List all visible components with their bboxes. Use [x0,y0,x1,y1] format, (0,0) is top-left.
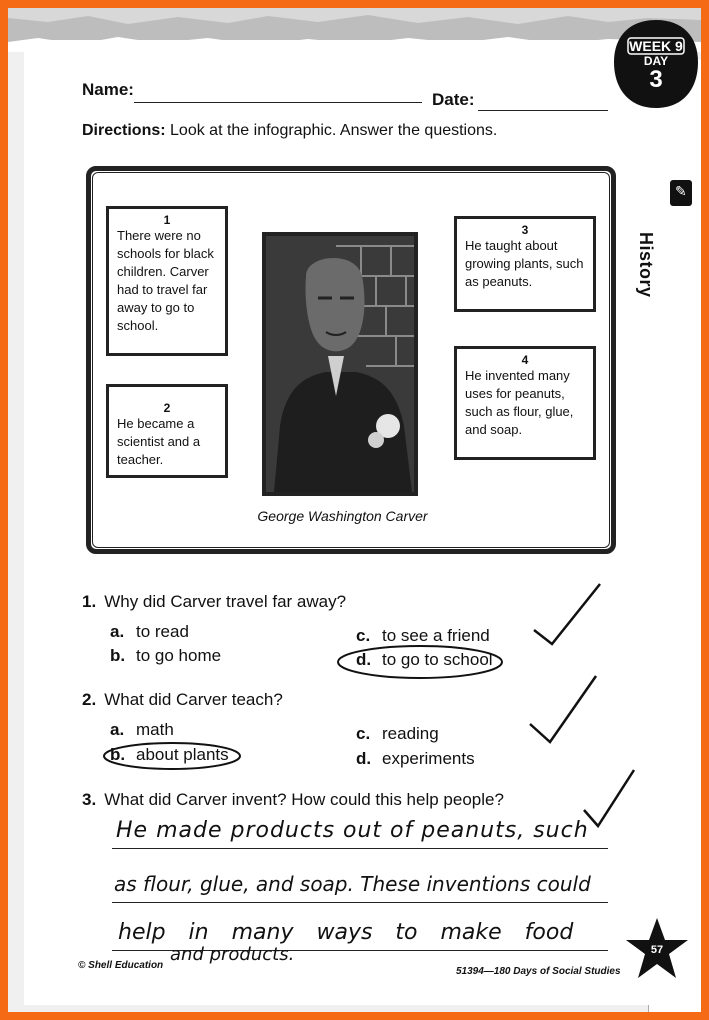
pencil-icon: ✎ [670,180,692,206]
name-label: Name: [82,80,134,99]
q1-answer-circle [338,646,502,678]
option-letter: a. [110,622,125,641]
option-text: to go home [136,646,222,665]
subject-tab: History [636,232,656,298]
question-text: What did Carver teach? [104,690,283,709]
option-text: to go to school [382,650,493,669]
page-number-star [624,916,690,982]
fact-text: He invented many uses for peanuts, such as flour, glue, and soap. [465,368,574,437]
q2-check-mark [530,676,596,742]
question-number: 1. [82,592,97,611]
option-text: reading [382,724,439,743]
fact-text: He became a scientist and a teacher. [117,416,201,467]
handwritten-answer-line-2: as flour, glue, and soap. These inventions could [114,872,591,896]
option-text: to see a friend [382,626,490,645]
option-letter: d. [356,749,372,768]
fact-text: He taught about growing plants, such as peanuts. [465,238,584,289]
option-text: about plants [136,745,229,764]
directions-text: Look at the infographic. Answer the questions. [170,122,498,139]
page-number: 57 [650,944,664,956]
fact-number: 1 [163,213,171,227]
directions-label: Directions: [82,122,166,139]
option-letter: c. [356,724,371,743]
day-number: 3 [649,66,663,93]
question-number: 3. [82,790,97,809]
fact-number: 3 [521,223,529,237]
q2-answer-circle [104,743,240,769]
option-letter: c. [356,626,371,645]
option-letter: b. [110,745,126,764]
fact-number: 2 [163,401,171,415]
handwritten-answer-line-3: help in many ways to make food [118,920,574,945]
option-letter: d. [356,650,372,669]
option-letter: b. [110,646,126,665]
question-number: 2. [82,690,97,709]
week-label: WEEK 9 [629,38,683,54]
handwritten-answer-line-4: and products. [170,944,295,965]
q3-check-mark [584,770,634,826]
question-text: Why did Carver travel far away? [104,592,347,611]
portrait-caption: George Washington Carver [257,508,428,524]
date-label: Date: [432,90,475,109]
option-text: experiments [382,749,475,768]
footer-publisher: © Shell Education [78,960,164,971]
q1-check-mark [534,584,600,644]
option-text: to read [136,622,189,641]
fact-number: 4 [521,353,529,367]
fact-text: There were no schools for black children. Carver had to travel far away to go to school. [117,228,214,333]
footer-book: 51394—180 Days of Social Studies [456,966,621,977]
option-text: math [136,720,174,739]
question-text: What did Carver invent? How could this help people? [104,790,504,809]
option-letter: a. [110,720,125,739]
day-label: DAY [643,54,669,68]
handwritten-answer-line-1: He made products out of peanuts, such [116,818,589,843]
